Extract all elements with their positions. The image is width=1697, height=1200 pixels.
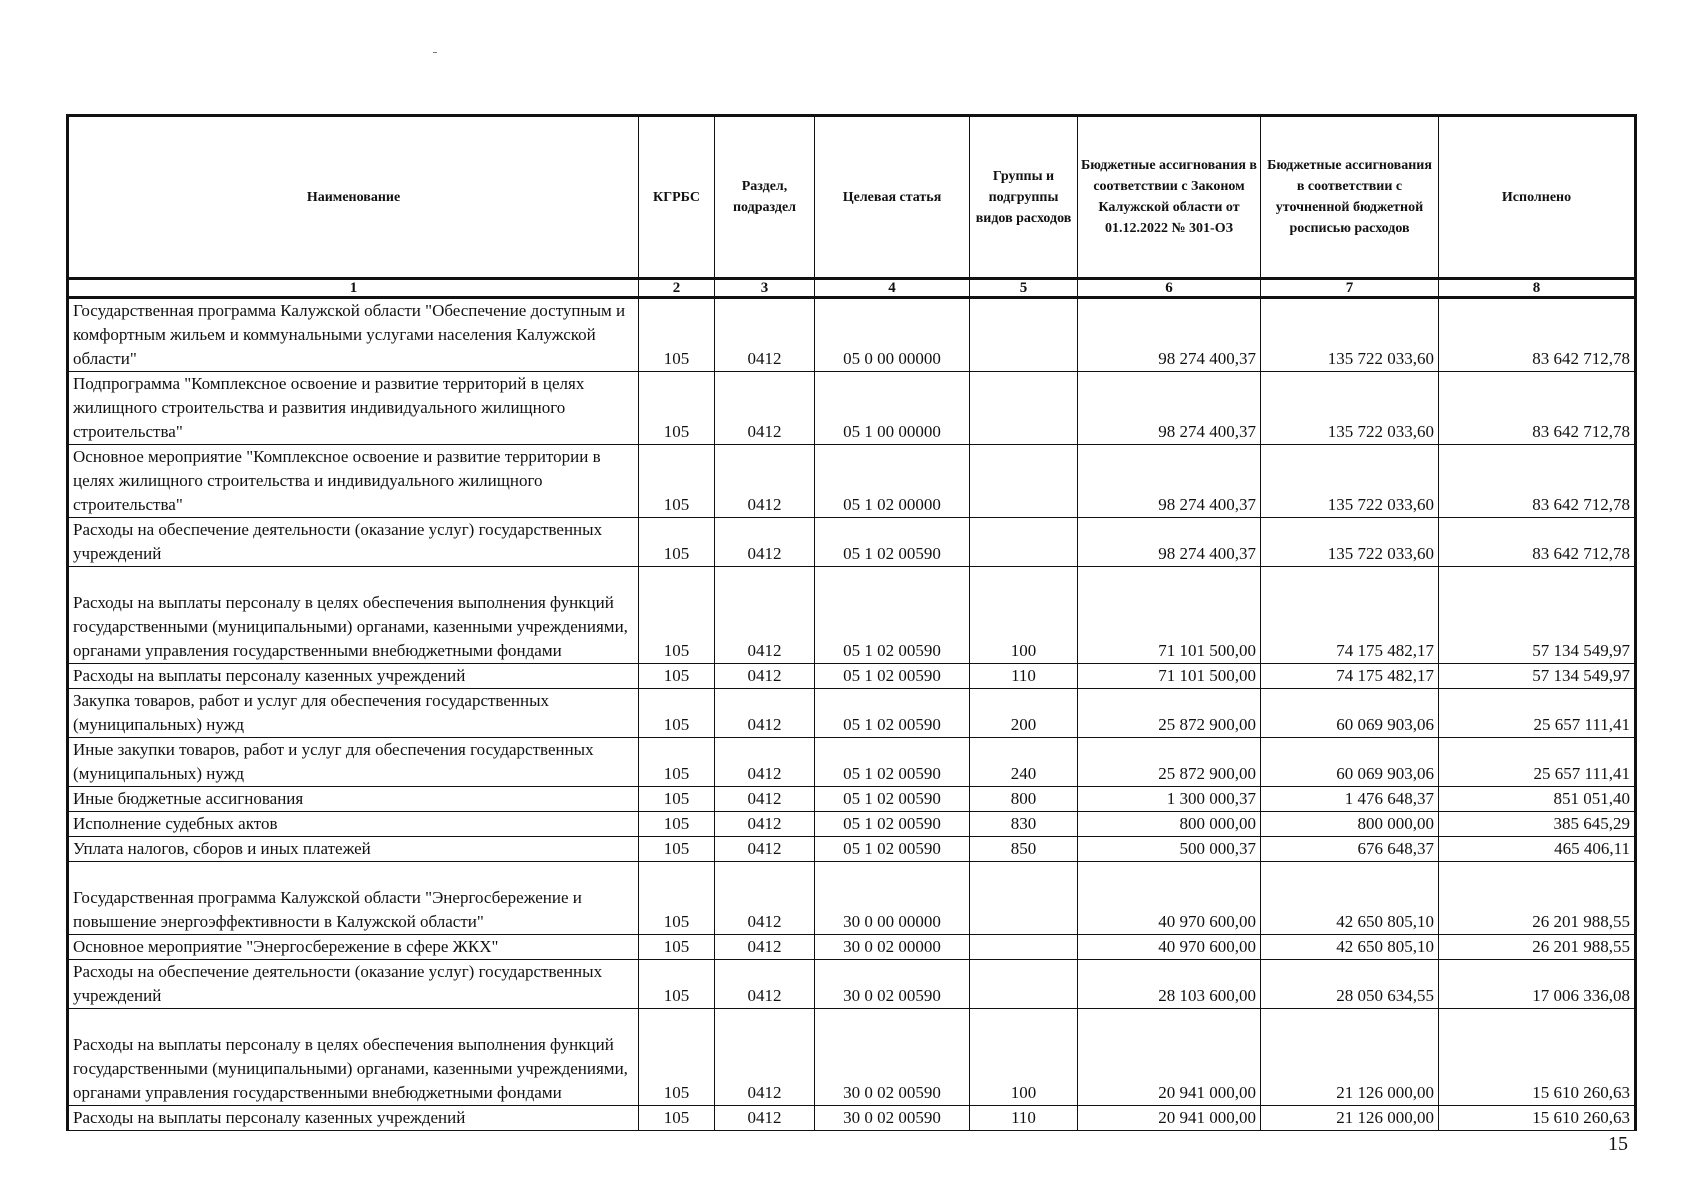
row-kgrbs: 105 [639,1106,715,1131]
row-rospis-amount: 21 126 000,00 [1261,1106,1439,1131]
row-law-amount: 20 941 000,00 [1078,1009,1261,1106]
table-row [68,567,1636,664]
row-gruppa [970,298,1078,372]
row-ispolneno-amount: 17 006 336,08 [1439,960,1636,1009]
row-rospis-amount: 1 476 648,37 [1261,787,1439,812]
row-rospis-amount: 135 722 033,60 [1261,298,1439,372]
row-kgrbs: 105 [639,935,715,960]
row-gruppa [970,862,1078,935]
header-rospis: Бюджетные ассигнования в соответствии с уточненной бюджетной росписью расходов [1261,116,1439,279]
row-celevaya: 05 0 00 00000 [815,298,970,372]
row-kgrbs: 105 [639,960,715,1009]
row-ispolneno-amount: 83 642 712,78 [1439,372,1636,445]
column-number: 6 [1078,279,1261,298]
row-name: Расходы на выплаты персоналу казенных учреждений [68,1106,639,1131]
row-law-amount: 25 872 900,00 [1078,689,1261,738]
table-row [68,812,1636,837]
column-number: 8 [1439,279,1636,298]
row-rospis-amount: 42 650 805,10 [1261,862,1439,935]
row-name: Уплата налогов, сборов и иных платежей [68,837,639,862]
scan-mark [433,52,437,53]
row-razdel: 0412 [715,1106,815,1131]
row-razdel: 0412 [715,812,815,837]
table-row [68,1009,1636,1106]
table-row [68,372,1636,445]
table-row [68,689,1636,738]
row-rospis-amount: 74 175 482,17 [1261,664,1439,689]
row-celevaya: 05 1 02 00590 [815,689,970,738]
row-ispolneno-amount: 465 406,11 [1439,837,1636,862]
row-law-amount: 800 000,00 [1078,812,1261,837]
row-law-amount: 25 872 900,00 [1078,738,1261,787]
header-name: Наименование [68,116,639,279]
row-ispolneno-amount: 83 642 712,78 [1439,518,1636,567]
row-rospis-amount: 42 650 805,10 [1261,935,1439,960]
row-law-amount: 98 274 400,37 [1078,298,1261,372]
header-kgrbs: КГРБС [639,116,715,279]
header-razdel: Раздел, подраздел [715,116,815,279]
row-ispolneno-amount: 15 610 260,63 [1439,1106,1636,1131]
row-law-amount: 20 941 000,00 [1078,1106,1261,1131]
row-gruppa [970,445,1078,518]
row-ispolneno-amount: 83 642 712,78 [1439,298,1636,372]
table-row [68,1106,1636,1131]
row-gruppa: 110 [970,664,1078,689]
row-gruppa: 800 [970,787,1078,812]
row-celevaya: 05 1 02 00590 [815,738,970,787]
table-row [68,862,1636,935]
row-razdel: 0412 [715,567,815,664]
column-number-row [68,279,1636,298]
row-ispolneno-amount: 26 201 988,55 [1439,935,1636,960]
row-ispolneno-amount: 26 201 988,55 [1439,862,1636,935]
row-kgrbs: 105 [639,298,715,372]
row-ispolneno-amount: 25 657 111,41 [1439,738,1636,787]
row-gruppa [970,935,1078,960]
row-razdel: 0412 [715,1009,815,1106]
row-razdel: 0412 [715,689,815,738]
row-celevaya: 30 0 02 00590 [815,1009,970,1106]
row-law-amount: 500 000,37 [1078,837,1261,862]
table-row [68,837,1636,862]
row-celevaya: 05 1 02 00590 [815,567,970,664]
row-name: Расходы на выплаты персоналу в целях обеспечения выполнения функций государственными (муниципальными) органами, казенными учреждениями, органами управления государственными внебюджетными фондами [68,567,639,664]
column-number: 1 [68,279,639,298]
row-gruppa [970,960,1078,1009]
row-name: Основное мероприятие "Комплексное освоение и развитие территории в целях жилищного строительства и индивидуального жилищного строительства" [68,445,639,518]
row-ispolneno-amount: 385 645,29 [1439,812,1636,837]
row-gruppa: 240 [970,738,1078,787]
row-gruppa: 100 [970,567,1078,664]
page-number: 15 [1608,1133,1628,1155]
row-razdel: 0412 [715,935,815,960]
row-law-amount: 98 274 400,37 [1078,372,1261,445]
row-rospis-amount: 60 069 903,06 [1261,738,1439,787]
row-celevaya: 05 1 02 00590 [815,664,970,689]
row-kgrbs: 105 [639,738,715,787]
row-name: Основное мероприятие "Энергосбережение в сфере ЖКХ" [68,935,639,960]
row-ispolneno-amount: 851 051,40 [1439,787,1636,812]
row-rospis-amount: 74 175 482,17 [1261,567,1439,664]
row-rospis-amount: 135 722 033,60 [1261,445,1439,518]
column-number: 7 [1261,279,1439,298]
row-celevaya: 05 1 02 00590 [815,812,970,837]
row-ispolneno-amount: 83 642 712,78 [1439,445,1636,518]
row-law-amount: 98 274 400,37 [1078,518,1261,567]
row-law-amount: 1 300 000,37 [1078,787,1261,812]
row-law-amount: 40 970 600,00 [1078,935,1261,960]
row-kgrbs: 105 [639,787,715,812]
row-celevaya: 30 0 00 00000 [815,862,970,935]
column-number: 5 [970,279,1078,298]
row-razdel: 0412 [715,298,815,372]
row-razdel: 0412 [715,518,815,567]
table-row [68,787,1636,812]
row-razdel: 0412 [715,862,815,935]
row-name: Расходы на обеспечение деятельности (оказание услуг) государственных учреждений [68,518,639,567]
row-gruppa: 200 [970,689,1078,738]
row-ispolneno-amount: 57 134 549,97 [1439,664,1636,689]
row-kgrbs: 105 [639,689,715,738]
table-row [68,445,1636,518]
row-gruppa: 830 [970,812,1078,837]
header-celevaya: Целевая статья [815,116,970,279]
table-row [68,664,1636,689]
row-gruppa: 850 [970,837,1078,862]
row-ispolneno-amount: 25 657 111,41 [1439,689,1636,738]
row-razdel: 0412 [715,664,815,689]
row-razdel: 0412 [715,738,815,787]
column-number: 4 [815,279,970,298]
row-ispolneno-amount: 15 610 260,63 [1439,1009,1636,1106]
row-rospis-amount: 60 069 903,06 [1261,689,1439,738]
row-gruppa [970,518,1078,567]
header-row [68,116,1636,279]
row-razdel: 0412 [715,960,815,1009]
table-row [68,960,1636,1009]
row-name: Расходы на выплаты персоналу в целях обеспечения выполнения функций государственными (муниципальными) органами, казенными учреждениями, органами управления государственными внебюджетными фондами [68,1009,639,1106]
row-rospis-amount: 135 722 033,60 [1261,372,1439,445]
row-name: Расходы на выплаты персоналу казенных учреждений [68,664,639,689]
row-kgrbs: 105 [639,567,715,664]
table-row [68,518,1636,567]
header-ispolneno: Исполнено [1439,116,1636,279]
row-celevaya: 30 0 02 00590 [815,960,970,1009]
row-gruppa: 110 [970,1106,1078,1131]
row-celevaya: 05 1 02 00000 [815,445,970,518]
row-name: Иные бюджетные ассигнования [68,787,639,812]
table-row [68,935,1636,960]
header-gruppa: Группы и подгруппы видов расходов [970,116,1078,279]
row-name: Государственная программа Калужской области "Энергосбережение и повышение энергоэффективности в Калужской области" [68,862,639,935]
row-law-amount: 98 274 400,37 [1078,445,1261,518]
table-row [68,298,1636,372]
row-gruppa [970,372,1078,445]
row-law-amount: 71 101 500,00 [1078,664,1261,689]
row-celevaya: 05 1 02 00590 [815,837,970,862]
row-rospis-amount: 21 126 000,00 [1261,1009,1439,1106]
row-kgrbs: 105 [639,812,715,837]
row-kgrbs: 105 [639,518,715,567]
row-rospis-amount: 28 050 634,55 [1261,960,1439,1009]
row-law-amount: 71 101 500,00 [1078,567,1261,664]
row-rospis-amount: 676 648,37 [1261,837,1439,862]
row-razdel: 0412 [715,445,815,518]
row-name: Государственная программа Калужской области "Обеспечение доступным и комфортным жильем и коммунальными услугами населения Калужской области" [68,298,639,372]
row-razdel: 0412 [715,837,815,862]
row-celevaya: 30 0 02 00590 [815,1106,970,1131]
row-celevaya: 05 1 02 00590 [815,518,970,567]
row-kgrbs: 105 [639,1009,715,1106]
row-celevaya: 30 0 02 00000 [815,935,970,960]
budget-table [66,114,1637,1131]
row-name: Иные закупки товаров, работ и услуг для обеспечения государственных (муниципальных) нужд [68,738,639,787]
row-law-amount: 40 970 600,00 [1078,862,1261,935]
row-celevaya: 05 1 02 00590 [815,787,970,812]
row-kgrbs: 105 [639,372,715,445]
row-kgrbs: 105 [639,664,715,689]
row-name: Расходы на обеспечение деятельности (оказание услуг) государственных учреждений [68,960,639,1009]
header-law: Бюджетные ассигнования в соответствии с Законом Калужской области от 01.12.2022 № 301-ОЗ [1078,116,1261,279]
column-number: 3 [715,279,815,298]
row-kgrbs: 105 [639,837,715,862]
row-name: Закупка товаров, работ и услуг для обеспечения государственных (муниципальных) нужд [68,689,639,738]
row-law-amount: 28 103 600,00 [1078,960,1261,1009]
row-kgrbs: 105 [639,862,715,935]
row-gruppa: 100 [970,1009,1078,1106]
table-row [68,738,1636,787]
row-rospis-amount: 800 000,00 [1261,812,1439,837]
row-razdel: 0412 [715,787,815,812]
row-razdel: 0412 [715,372,815,445]
row-celevaya: 05 1 00 00000 [815,372,970,445]
row-ispolneno-amount: 57 134 549,97 [1439,567,1636,664]
row-name: Подпрограмма "Комплексное освоение и развитие территорий в целях жилищного строительства и развития индивидуального жилищного строительства" [68,372,639,445]
row-rospis-amount: 135 722 033,60 [1261,518,1439,567]
column-number: 2 [639,279,715,298]
row-kgrbs: 105 [639,445,715,518]
row-name: Исполнение судебных актов [68,812,639,837]
